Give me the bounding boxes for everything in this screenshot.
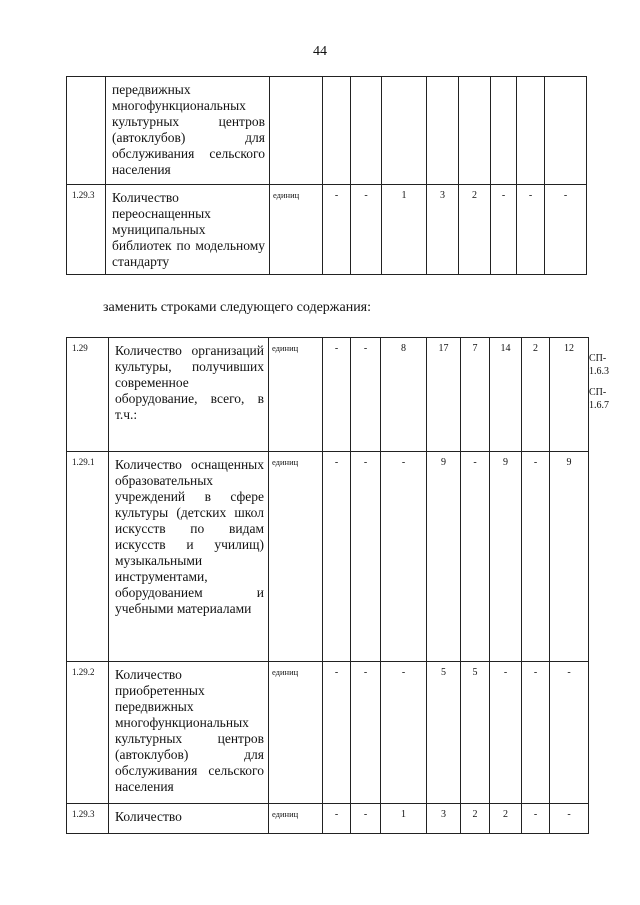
row-value: 3 <box>427 804 461 834</box>
row-value: 7 <box>461 338 490 452</box>
page-number: 44 <box>313 44 327 59</box>
row-number <box>67 77 106 185</box>
row-value: - <box>351 662 381 804</box>
row-value <box>491 77 517 185</box>
row-value: 12 <box>550 338 589 452</box>
table-row <box>67 452 589 662</box>
row-number: 1.29 <box>67 338 109 452</box>
replacement-instruction: заменить строками следующего содержания: <box>103 300 372 315</box>
table-row <box>67 662 589 804</box>
row-value <box>323 77 351 185</box>
row-value: 17 <box>427 338 461 452</box>
row-value: - <box>351 804 381 834</box>
row-number: 1.29.3 <box>67 804 109 834</box>
row-value: 1 <box>381 804 427 834</box>
row-value: - <box>461 452 490 662</box>
row-value <box>517 77 545 185</box>
row-value: - <box>351 338 381 452</box>
row-value <box>545 77 587 185</box>
row-description: Количество <box>109 804 269 834</box>
row-description: Количество переоснащенных муниципальных библиотек по модельному стандарту <box>106 185 270 275</box>
row-value: 5 <box>427 662 461 804</box>
row-value: 14 <box>490 338 522 452</box>
row-value: 9 <box>550 452 589 662</box>
row-number: 1.29.2 <box>67 662 109 804</box>
row-unit: единиц <box>269 452 323 662</box>
row-value: - <box>323 804 351 834</box>
row-description: Количество оснащенных образовательных учреждений в сфере культуры (детских школ искусств по видам искусств и училищ) музыкальными инструментами, оборудованием и учебными материалами <box>109 452 269 662</box>
row-unit <box>270 77 323 185</box>
row-description: Количество приобретенных передвижных многофункциональных культурных центров (автоклубов) для обслуживания сельского населения <box>109 662 269 804</box>
row-value: 2 <box>490 804 522 834</box>
row-value: 5 <box>461 662 490 804</box>
row-value: - <box>550 804 589 834</box>
row-value: 9 <box>490 452 522 662</box>
row-value: - <box>323 338 351 452</box>
row-value: - <box>381 662 427 804</box>
row-value <box>382 77 427 185</box>
row-value: 2 <box>459 185 491 275</box>
row-unit: единиц <box>270 185 323 275</box>
row-unit: единиц <box>269 662 323 804</box>
row-value: 8 <box>381 338 427 452</box>
row-value: - <box>323 452 351 662</box>
top-table <box>66 76 587 275</box>
row-value: - <box>522 452 550 662</box>
row-value: - <box>490 662 522 804</box>
row-value <box>427 77 459 185</box>
row-description: Количество организаций культуры, получивших современное оборудование, всего, в т.ч.: <box>109 338 269 452</box>
row-number: 1.29.1 <box>67 452 109 662</box>
row-number: 1.29.3 <box>67 185 106 275</box>
row-value: 3 <box>427 185 459 275</box>
table-row <box>67 804 589 834</box>
row-description: передвижных многофункциональных культурных центров (автоклубов) для обслуживания сельского населения <box>106 77 270 185</box>
replacement-table <box>66 337 609 834</box>
row-unit: единиц <box>269 804 323 834</box>
row-value: - <box>545 185 587 275</box>
row-value: 2 <box>522 338 550 452</box>
row-value: - <box>550 662 589 804</box>
row-value <box>459 77 491 185</box>
row-value: - <box>323 662 351 804</box>
row-value: - <box>522 804 550 834</box>
table-row <box>67 77 587 185</box>
row-value: - <box>522 662 550 804</box>
table-row <box>67 185 587 275</box>
table-row: 1.29 Количество организаций культуры, получивших современное оборудование, всего, в т.ч.: единиц - - 8 17 7 14 2 12 СП- 1.6.3 СП- 1.6.7 <box>67 338 589 452</box>
row-value: - <box>351 452 381 662</box>
row-value: 2 <box>461 804 490 834</box>
row-value: - <box>491 185 517 275</box>
row-value: - <box>323 185 351 275</box>
row-value: - <box>381 452 427 662</box>
row-value: - <box>517 185 545 275</box>
row-unit: единиц <box>269 338 323 452</box>
row-value <box>351 77 382 185</box>
row-value: 1 <box>382 185 427 275</box>
row-value: - <box>351 185 382 275</box>
row-value: 9 <box>427 452 461 662</box>
